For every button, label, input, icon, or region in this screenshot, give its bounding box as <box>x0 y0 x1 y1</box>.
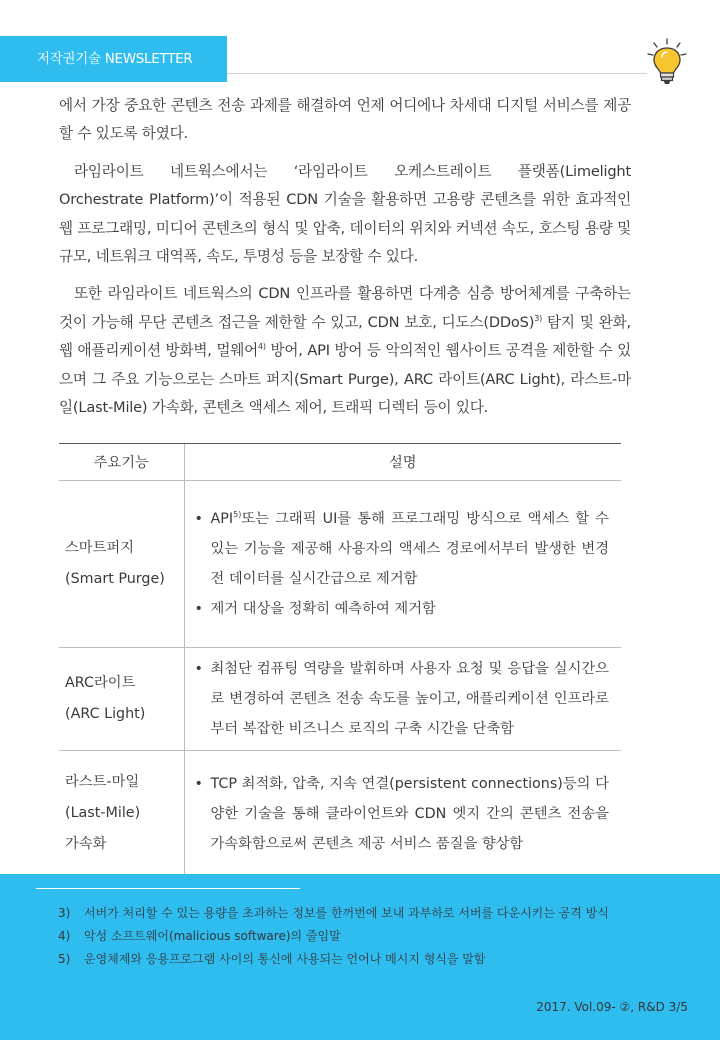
feature-name: 라스트-마일 <box>65 774 140 791</box>
list-item <box>195 504 610 594</box>
description-cell <box>184 481 621 648</box>
footnote-ref-3: 3) <box>534 313 543 323</box>
feature-cell <box>59 751 184 877</box>
paragraph-3-part-c: 방어, API 방어 등 악의적인 웹사이트 공격을 제한할 수 있으며 그 주요 기능으로는 스마트 퍼지(Smart Purge), ARC 라이트(ARC Light), 라스트-마일(Last-Mile) 가속화, 콘텐츠 액세스 제어, 트래픽 디렉터 등이 있다. <box>59 342 631 417</box>
header-description: 설명 <box>184 444 621 481</box>
feature-name-suffix: 가속화 <box>65 836 107 853</box>
paragraph-1: 에서 가장 중요한 콘텐츠 전송 과제를 해결하여 언제 어디에나 차세대 디지털 서비스를 제공할 수 있도록 하였다. <box>59 97 631 143</box>
list-item: • 최첨단 컴퓨팅 역량을 발휘하며 사용자 요청 및 응답을 실시간으로 변경하여 콘텐츠 전송 속도를 높이고, 애플리케이션 인프라로부터 복잡한 비즈니스 로직의 구축 시간을 단축함 <box>195 654 610 744</box>
footnote-item <box>58 925 698 948</box>
table-row <box>59 648 621 751</box>
paragraph-3 <box>59 280 631 422</box>
bullet-text: 또는 그래픽 UI를 통해 프로그래밍 방식으로 액세스 할 수 있는 기능을 제공해 사용자의 액세스 경로에서부터 발생한 변경전 데이터를 실시간급으로 제거함 <box>210 511 609 587</box>
footnote-text: 악성 소프트웨어(malicious software)의 줄임말 <box>84 929 341 943</box>
footnote-ref-5: 5) <box>233 510 242 519</box>
newsletter-tab <box>0 36 227 82</box>
feature-cell <box>59 481 184 648</box>
footer <box>0 874 720 1040</box>
paragraph-2: 라임라이트 네트웍스에서는 ‘라임라이트 오케스트레이트 플랫폼(Limelight Orchestrate Platform)’이 적용된 CDN 기술을 활용하면 고용량 콘텐츠를 위한 효과적인 웹 프로그래밍, 미디어 콘텐츠의 형식 및 압축, 데이터의 위치와 커넥션 속도, 호스팅 용량 및 규모, 네트워크 대역폭, 속도, 투명성 등을 보장할 수 있다. <box>59 162 631 266</box>
table-row <box>59 751 621 877</box>
footnote-number: 3) <box>58 906 71 920</box>
feature-name-en: (Smart Purge) <box>65 571 165 587</box>
feature-name-en: (ARC Light) <box>65 706 146 722</box>
footnote-ref-4: 4) <box>258 342 266 352</box>
footnote-text: 운영체제와 응용프로그램 사이의 통신에 사용되는 언어나 메시지 형식을 말함 <box>84 952 486 966</box>
features-table <box>59 443 621 877</box>
feature-name-en: (Last-Mile) <box>65 805 141 822</box>
footnote-number: 4) <box>58 929 71 943</box>
feature-cell <box>59 648 184 751</box>
lightbulb-icon <box>645 38 689 86</box>
table-header-row <box>59 444 621 481</box>
list-item: • TCP 최적화, 압축, 지속 연결(persistent connections)등의 다양한 기술을 통해 클라이언트와 CDN 엣지 간의 콘텐츠 전송을 가속화함으로써 콘텐츠 제공 서비스 품질을 향상함 <box>195 769 610 859</box>
header-feature: 주요기능 <box>59 444 184 481</box>
header-divider <box>227 73 647 74</box>
footnote-text: 서버가 처리할 수 있는 용량을 초과하는 정보를 한꺼번에 보내 과부하로 서버를 다운시키는 공격 방식 <box>84 906 609 920</box>
table-row <box>59 481 621 648</box>
page-info: 2017. Vol.09- ②, R&D 3/5 <box>536 1000 688 1014</box>
footnote-item <box>58 902 698 925</box>
newsletter-label: 저작권기술 NEWSLETTER <box>37 51 193 67</box>
description-cell <box>184 648 621 751</box>
feature-name: ARC라이트 <box>65 675 136 691</box>
bullet-text: API <box>210 511 234 527</box>
article-body <box>59 92 631 431</box>
footnotes <box>58 902 698 971</box>
footnote-number: 5) <box>58 952 71 966</box>
footnote-divider <box>36 888 300 889</box>
feature-name: 스마트퍼지 <box>65 540 135 556</box>
list-item: • 제거 대상을 정확히 예측하여 제거함 <box>195 594 610 624</box>
footnote-item <box>58 948 698 971</box>
description-cell <box>184 751 621 877</box>
paragraph-3-part-a: 또한 라임라이트 네트웍스의 CDN 인프라를 활용하면 다계층 심층 방어체계를 구축하는 것이 가능해 무단 콘텐츠 접근을 제한할 수 있고, CDN 보호, 디도스(DDoS) <box>59 285 631 331</box>
paragraph-3-part-b: 탐지 및 완화, 웹 애플리케이션 방화벽, 멀웨어 <box>59 313 631 360</box>
